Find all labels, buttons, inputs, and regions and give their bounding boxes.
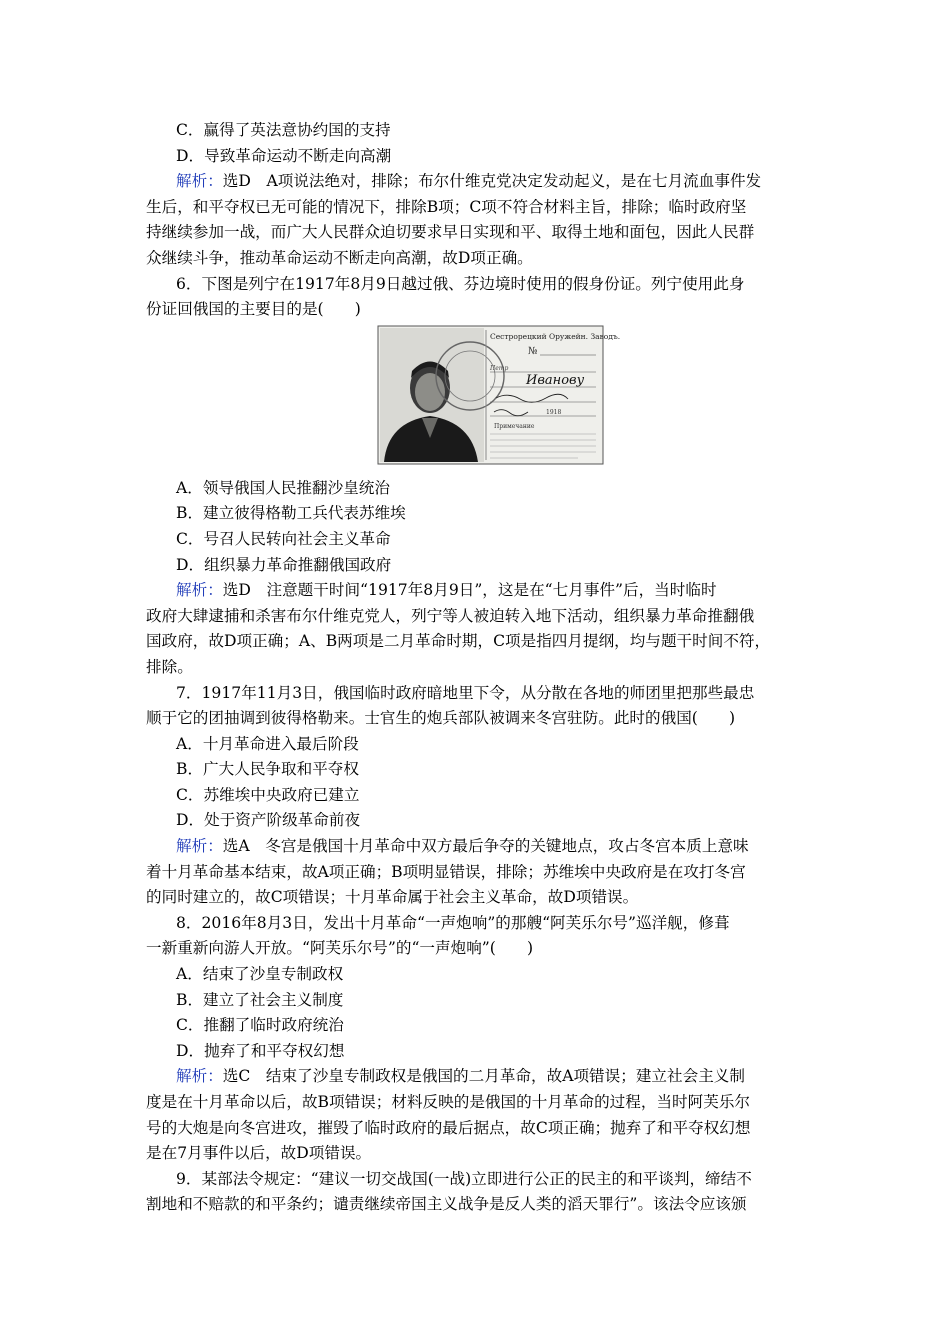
q8-analysis [146,1064,806,1090]
q7-stem: 7．1917年11月3日，俄国临时政府暗地里下令，从分散在各地的师团里把那些最忠 [176,683,755,702]
q6-analysis-line: 政府大肆逮捕和杀害布尔什维克党人，列宁等人被迫转入地下活动，组织暴力革命推翻俄 [146,606,755,625]
q6-analysis [146,578,806,604]
analysis-text: 选C 结束了沙皇专制政权是俄国的二月革命，故A项错误；建立社会主义制 [222,1067,745,1086]
q9-stem: 9．某部法令规定：“建议一切交战国(一战)立即进行公正的民主的和平谈判，缔结不 [176,1169,752,1188]
q6-stem: 6．下图是列宁在1917年8月9日越过俄、芬边境时使用的假身份证。列宁使用此身 [176,274,745,293]
card-handwritten-name: Иванову [526,372,585,388]
lenin-fake-id-photo [378,326,621,464]
q7-analysis [146,834,806,860]
q5-analysis-line: 生后，和平夺权已无可能的情况下，排除B项；C项不符合材料主旨，排除；临时政府坚 [146,197,747,216]
q7-analysis-line: 的同时建立的，故C项错误；十月革命属于社会主义革命，故D项错误。 [146,888,639,907]
analysis-label: 解析： [176,837,223,856]
q8-analysis-line: 是在7月事件以后，故D项错误。 [146,1144,372,1163]
analysis-label: 解析： [176,1067,223,1086]
q5-analysis [146,169,806,195]
q6-option-a: A．领导俄国人民推翻沙皇统治 [176,478,390,497]
analysis-text: 选D A项说法绝对，排除；布尔什维克党决定发动起义，是在七月流血事件发 [222,172,762,191]
q7-stem-line: 顺于它的团抽调到彼得格勒来。士官生的炮兵部队被调来冬宫驻防。此时的俄国( ) [146,709,736,728]
q8-stem: 8．2016年8月3日，发出十月革命“一声炮响”的那艘“阿芙乐尔号”巡洋舰，修葺 [176,913,730,932]
card-header-text: Сестрорецкий Оружейн. Заводъ. [490,331,621,341]
q8-stem-line: 一新重新向游人开放。“阿芙乐尔号”的“一声炮响”( ) [146,939,534,958]
q7-option-d: D．处于资产阶级革命前夜 [176,811,361,830]
q5-option-d: D．导致革命运动不断走向高潮 [176,146,392,165]
q5-option-c: C．赢得了英法意协约国的支持 [176,121,391,139]
q6-option-d: D．组织暴力革命推翻俄国政府 [176,555,392,574]
q6-analysis-line: 国政府，故D项正确；A、B两项是二月革命时期，C项是指四月提纲，均与题干时间不符， [146,632,771,651]
card-note-text: Примечание [494,422,535,430]
q7-option-c: C．苏维埃中央政府已建立 [176,785,360,804]
q6-analysis-line: 排除。 [146,657,193,676]
analysis-label: 解析： [176,581,223,600]
document-page [146,118,806,1218]
figure-container [146,326,806,468]
q7-analysis-line: 着十月革命基本结束，故A项正确；B项明显错误，排除；苏维埃中央政府是在攻打冬宫 [146,862,746,881]
card-number-text: № [528,345,538,357]
card-date-text: 1918 [546,408,562,416]
q7-option-a: A．十月革命进入最后阶段 [176,734,359,753]
q5-analysis-line: 持继续参加一战，而广大人民群众迫切要求早日实现和平、取得土地和面包，因此人民群 [146,223,755,242]
q8-option-b: B．建立了社会主义制度 [176,990,344,1009]
q8-option-c: C．推翻了临时政府统治 [176,1016,344,1035]
q7-option-b: B．广大人民争取和平夺权 [176,760,359,779]
analysis-text: 选D 注意题干时间“1917年8月9日”，这是在“七月事件”后，当时临时 [222,581,717,600]
q6-option-c: C．号召人民转向社会主义革命 [176,529,391,548]
q9-stem-line: 割地和不赔款的和平条约；谴责继续帝国主义战争是反人类的滔天罪行”。该法令应该颁 [146,1195,747,1214]
card-name-short: Петр [490,364,509,372]
q8-option-d: D．抛弃了和平夺权幻想 [176,1041,345,1060]
q5-analysis-line: 众继续斗争，推动革命运动不断走向高潮，故D项正确。 [146,248,533,267]
q6-option-b: B．建立彼得格勒工兵代表苏维埃 [176,504,406,523]
q8-option-a: A．结束了沙皇专制政权 [176,965,344,984]
analysis-label: 解析： [176,172,223,191]
q8-analysis-line: 号的大炮是向冬宫进攻，摧毁了临时政府的最后据点，故C项正确；抛弃了和平夺权幻想 [146,1118,751,1137]
analysis-text: 选A 冬宫是俄国十月革命中双方最后争夺的关键地点，攻占冬宫本质上意味 [222,837,749,856]
q6-stem-line: 份证回俄国的主要目的是( ) [146,300,361,319]
q8-analysis-line: 度是在十月革命以后，故B项错误；材料反映的是俄国的十月革命的过程，当时阿芙乐尔 [146,1093,751,1111]
